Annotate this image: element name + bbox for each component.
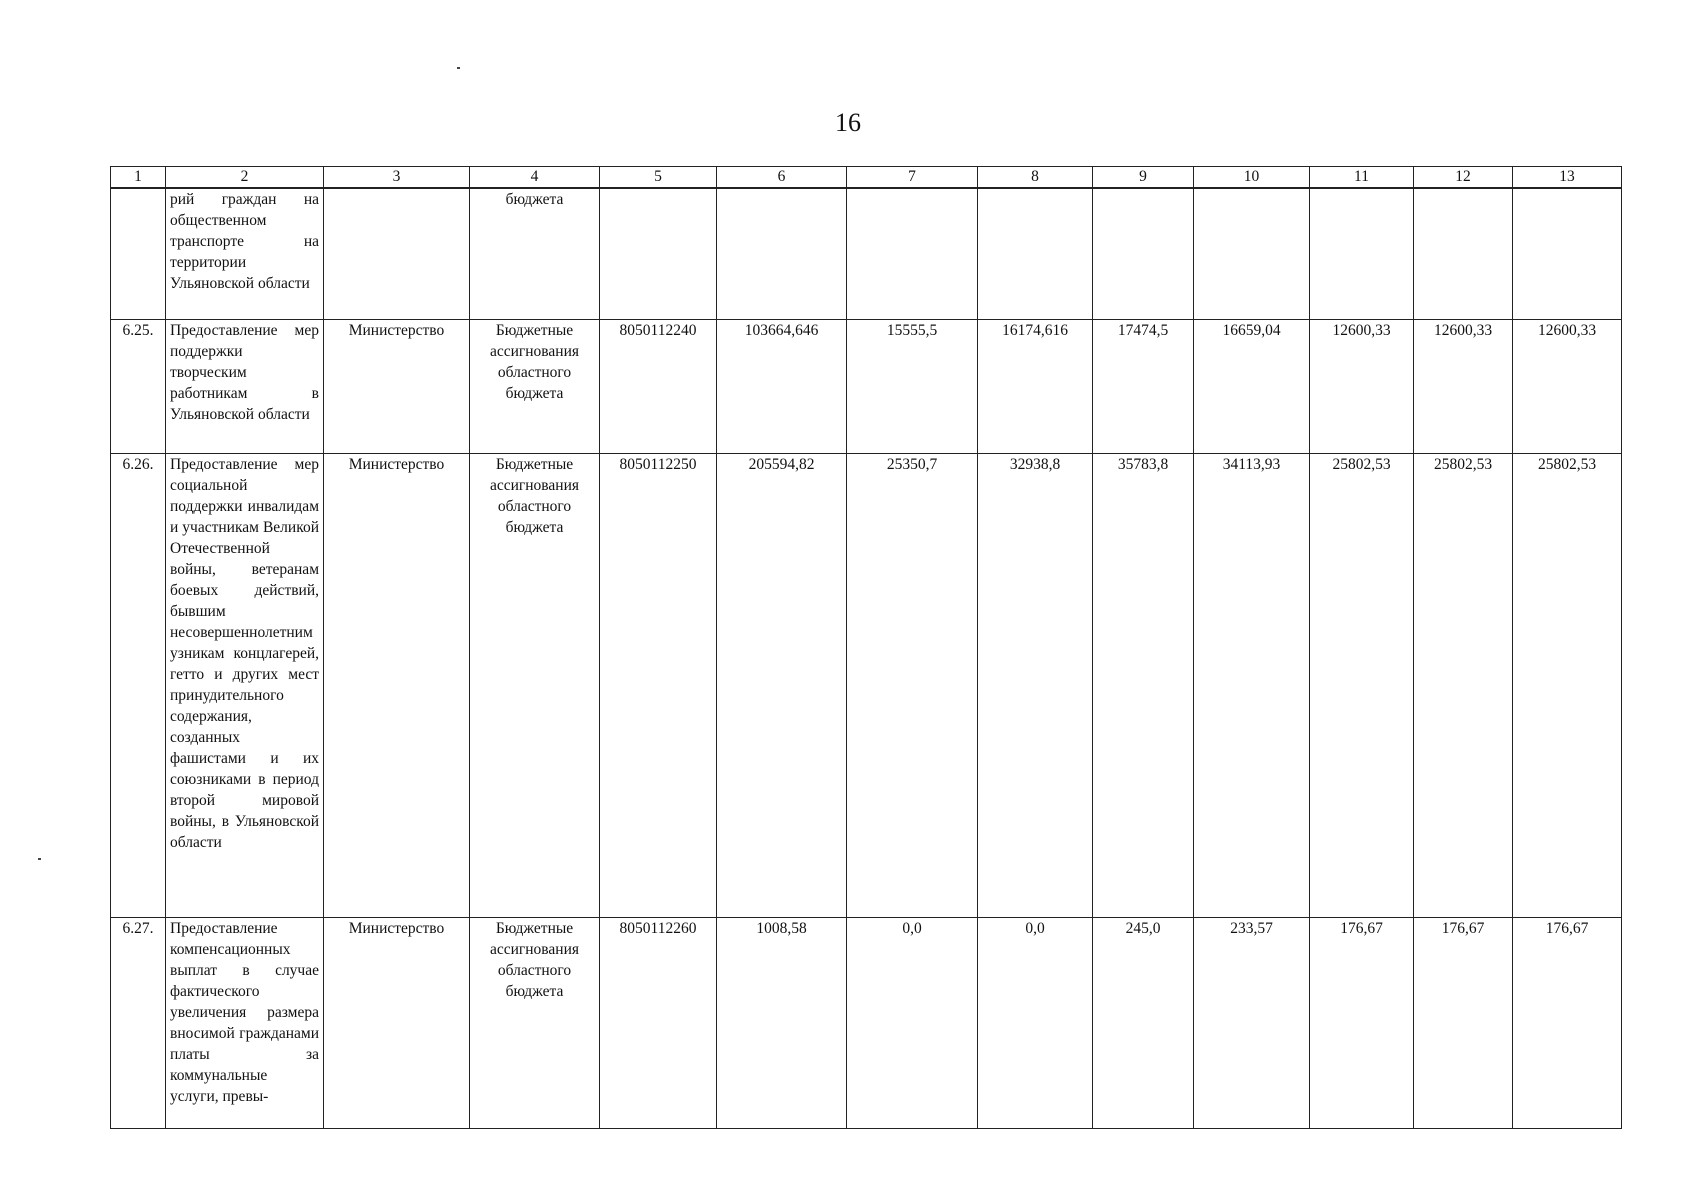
- responsible-org: Министерство: [324, 319, 470, 453]
- amount-cell: 12600,33: [1414, 319, 1513, 453]
- amount-cell: 16174,616: [978, 319, 1093, 453]
- funding-source: Бюджетные ассигнования областного бюджета: [470, 319, 600, 453]
- column-header: 9: [1093, 167, 1194, 189]
- amount-cell: 0,0: [978, 917, 1093, 1128]
- amount-cell: 25350,7: [847, 453, 978, 917]
- amount-cell: 25802,53: [1513, 453, 1622, 917]
- column-header: 5: [600, 167, 717, 189]
- amount-cell: 34113,93: [1194, 453, 1310, 917]
- amount-cell: [1194, 188, 1310, 319]
- column-header: 3: [324, 167, 470, 189]
- funding-source: Бюджетные ассигнования областного бюджета: [470, 917, 600, 1128]
- table-row: [111, 453, 1622, 917]
- amount-cell: 233,57: [1194, 917, 1310, 1128]
- responsible-org: Министерство: [324, 917, 470, 1128]
- column-header: 7: [847, 167, 978, 189]
- page-number: 16: [835, 108, 861, 137]
- amount-cell: [1093, 188, 1194, 319]
- column-header: 12: [1414, 167, 1513, 189]
- amount-cell: [1513, 188, 1622, 319]
- column-number-row: [111, 167, 1622, 189]
- amount-cell: 245,0: [1093, 917, 1194, 1128]
- amount-cell: [717, 188, 847, 319]
- budget-code: 8050112250: [600, 453, 717, 917]
- amount-cell: 16659,04: [1194, 319, 1310, 453]
- amount-cell: [847, 188, 978, 319]
- amount-cell: 32938,8: [978, 453, 1093, 917]
- budget-code: [600, 188, 717, 319]
- column-header: 1: [111, 167, 166, 189]
- measure-name: рий граждан на общественном транспорте на территории Ульяновской области: [166, 188, 324, 319]
- row-index: 6.26.: [111, 453, 166, 917]
- responsible-org: [324, 188, 470, 319]
- row-index: 6.27.: [111, 917, 166, 1128]
- column-header: 11: [1310, 167, 1414, 189]
- scan-speck: [38, 858, 41, 860]
- amount-cell: 103664,646: [717, 319, 847, 453]
- amount-cell: 15555,5: [847, 319, 978, 453]
- row-index: [111, 188, 166, 319]
- budget-code: 8050112260: [600, 917, 717, 1128]
- amount-cell: 25802,53: [1414, 453, 1513, 917]
- amount-cell: 176,67: [1513, 917, 1622, 1128]
- amount-cell: 35783,8: [1093, 453, 1194, 917]
- amount-cell: 12600,33: [1513, 319, 1622, 453]
- measure-name: Предоставление компенсационных выплат в случае фактического увеличения размера вносимой гражданами платы за коммунальные услуги, превы-: [166, 917, 324, 1128]
- budget-code: 8050112240: [600, 319, 717, 453]
- funding-source: Бюджетные ассигнования областного бюджета: [470, 453, 600, 917]
- column-header: 10: [1194, 167, 1310, 189]
- budget-table: [110, 166, 1622, 1129]
- row-index: 6.25.: [111, 319, 166, 453]
- funding-source: бюджета: [470, 188, 600, 319]
- amount-cell: 1008,58: [717, 917, 847, 1128]
- amount-cell: [1310, 188, 1414, 319]
- scan-speck: [457, 67, 460, 69]
- amount-cell: 205594,82: [717, 453, 847, 917]
- table-row: [111, 188, 1622, 319]
- responsible-org: Министерство: [324, 453, 470, 917]
- column-header: 6: [717, 167, 847, 189]
- column-header: 4: [470, 167, 600, 189]
- amount-cell: 25802,53: [1310, 453, 1414, 917]
- amount-cell: [978, 188, 1093, 319]
- table-row: [111, 917, 1622, 1128]
- amount-cell: [1414, 188, 1513, 319]
- amount-cell: 12600,33: [1310, 319, 1414, 453]
- amount-cell: 176,67: [1310, 917, 1414, 1128]
- column-header: 2: [166, 167, 324, 189]
- table-row: [111, 319, 1622, 453]
- amount-cell: 0,0: [847, 917, 978, 1128]
- column-header: 13: [1513, 167, 1622, 189]
- measure-name: Предоставление мер социальной поддержки инвалидам и участникам Великой Отечественной войны, ветеранам боевых действий, бывшим несовершеннолетним узникам концлагерей, гетто и других мест принудительного содержания, созданных фашистами и их союзниками в период второй мировой войны, в Ульяновской области: [166, 453, 324, 917]
- column-header: 8: [978, 167, 1093, 189]
- measure-name: Предоставление мер поддержки творческим работникам в Ульяновской области: [166, 319, 324, 453]
- amount-cell: 176,67: [1414, 917, 1513, 1128]
- amount-cell: 17474,5: [1093, 319, 1194, 453]
